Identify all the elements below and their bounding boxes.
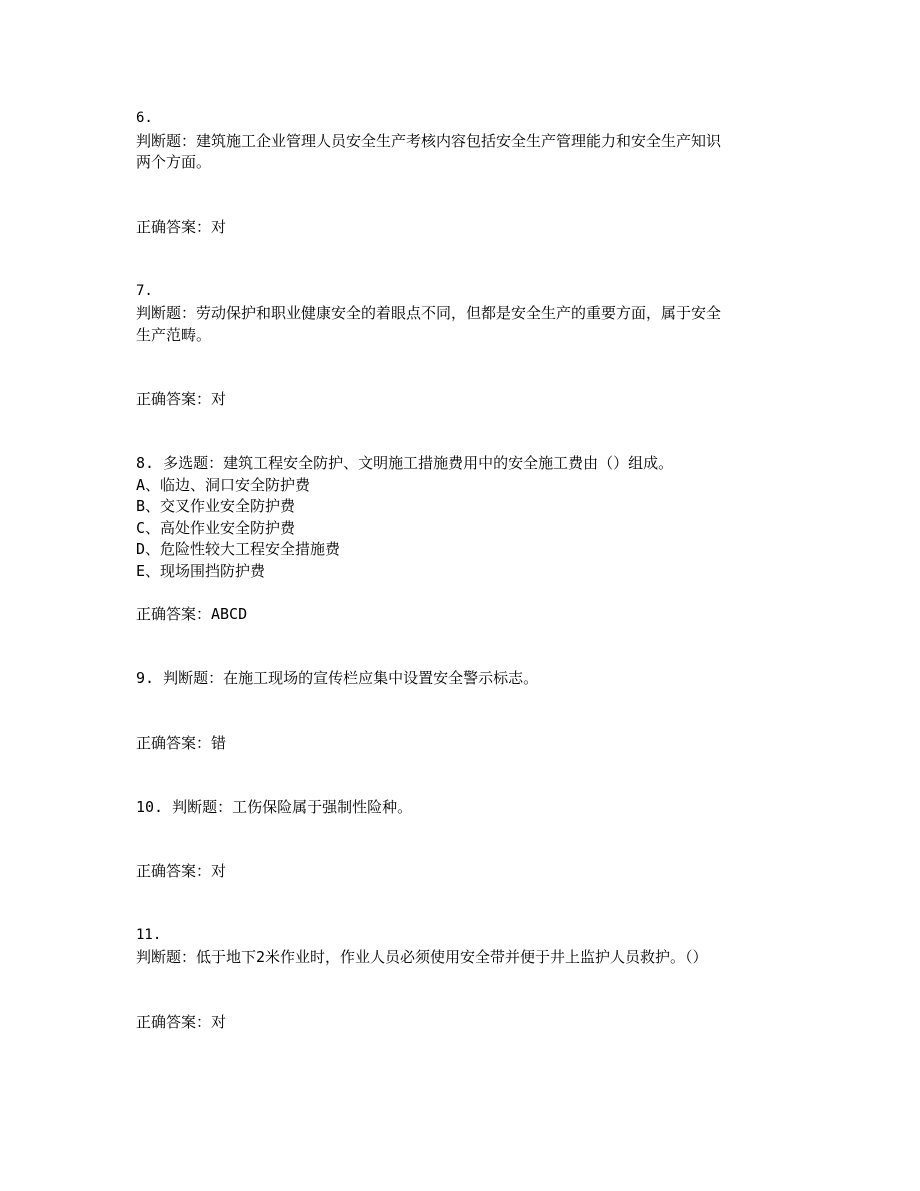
question-6-line-1: 判断题：建筑施工企业管理人员安全生产考核内容包括安全生产管理能力和安全生产知识: [136, 132, 722, 150]
question-10-answer: 正确答案：对: [136, 862, 227, 880]
question-8-option-b: B、交叉作业安全防护费: [136, 497, 296, 515]
question-8-option-d: D、危险性较大工程安全措施费: [136, 540, 341, 558]
question-6-number: 6.: [136, 110, 153, 126]
question-10-line-1: 10. 判断题：工伤保险属于强制性险种。: [136, 798, 413, 816]
question-7-line-2: 生产范畴。: [136, 326, 212, 344]
question-8-answer: 正确答案：ABCD: [136, 605, 248, 623]
question-7-number: 7.: [136, 283, 153, 299]
question-11-number: 11.: [136, 927, 162, 943]
question-8-option-a: A、临边、洞口安全防护费: [136, 476, 311, 494]
question-8-option-e: E、现场围挡防护费: [136, 562, 266, 580]
question-6-answer: 正确答案：对: [136, 218, 227, 236]
question-8-line-1: 8. 多选题：建筑工程安全防护、文明施工措施费用中的安全施工费由（）组成。: [136, 454, 674, 472]
question-11-answer: 正确答案：对: [136, 1013, 227, 1031]
question-9-answer: 正确答案：错: [136, 734, 227, 752]
question-11-line-1: 判断题：低于地下2米作业时，作业人员必须使用安全带并便于井上监护人员救护。（）: [136, 948, 708, 966]
question-6-line-2: 两个方面。: [136, 153, 212, 171]
question-7-answer: 正确答案：对: [136, 390, 227, 408]
question-7-line-1: 判断题：劳动保护和职业健康安全的着眼点不同，但都是安全生产的重要方面，属于安全: [136, 304, 722, 322]
question-9-line-1: 9. 判断题：在施工现场的宣传栏应集中设置安全警示标志。: [136, 669, 539, 687]
question-8-option-c: C、高处作业安全防护费: [136, 519, 296, 537]
